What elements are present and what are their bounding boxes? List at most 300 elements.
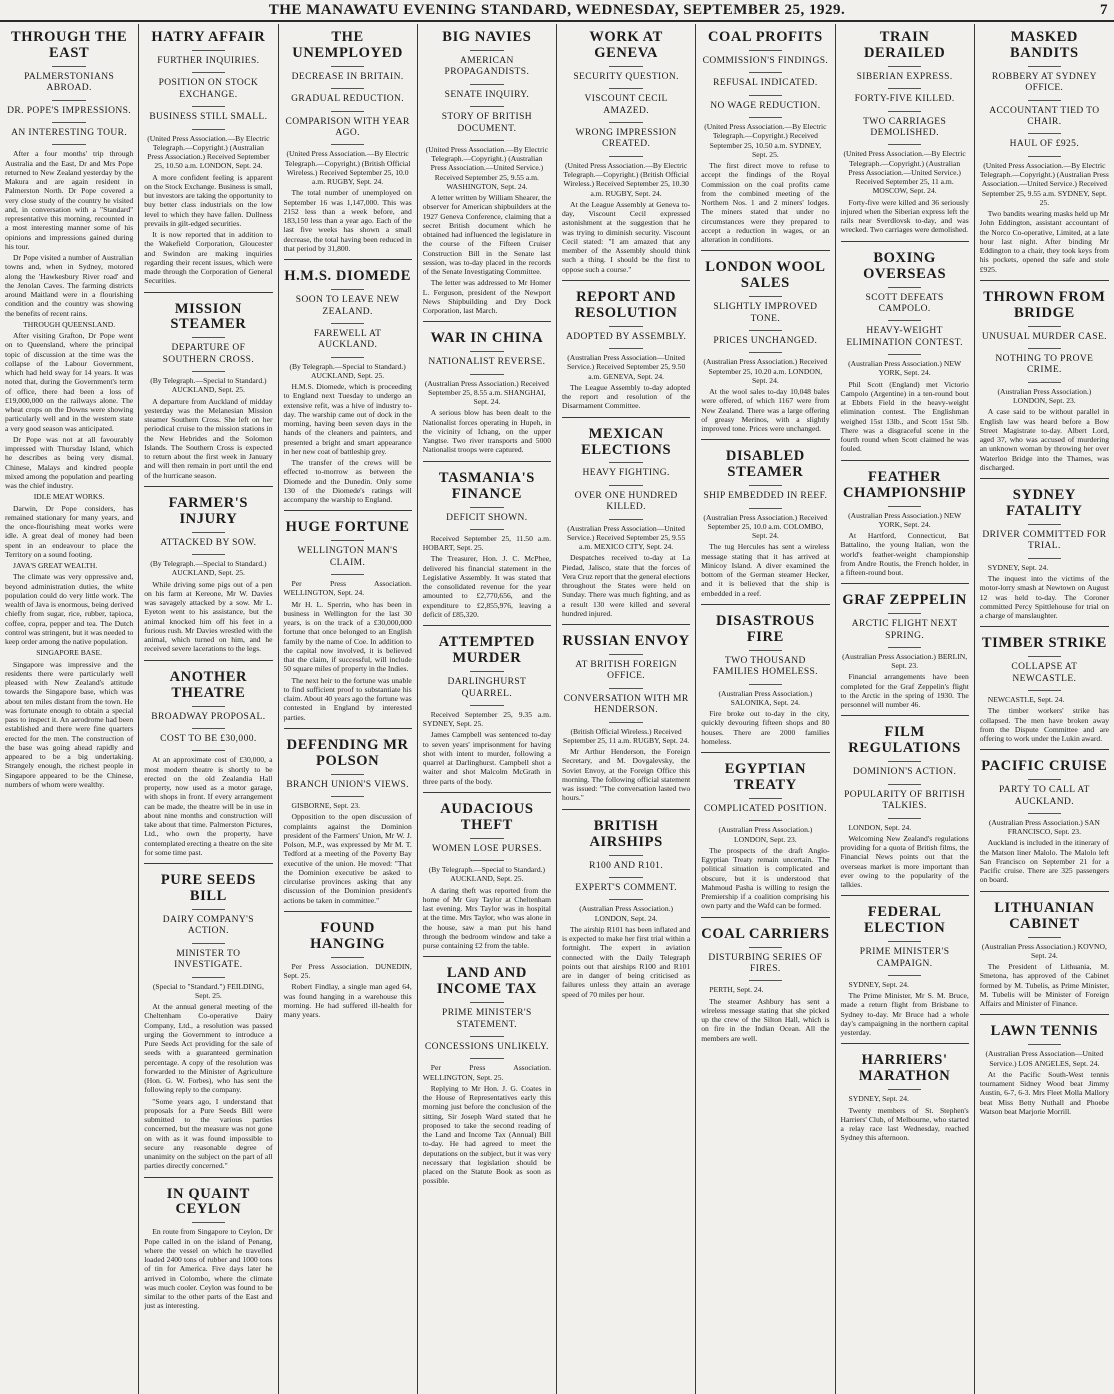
article-paragraph: (Australian Press Association.) Received September 25, 10.20 a.m. LONDON, Sept. 24. — [703, 357, 828, 385]
headline-rule — [1028, 382, 1062, 383]
headline-rule — [888, 818, 921, 819]
article-subheadline: DEFICIT SHOWN. — [446, 512, 528, 523]
headline-rule — [1028, 348, 1062, 349]
article-paragraph: (Australian Press Association.) LONDON, Sept. 24. — [579, 904, 674, 923]
column-8 — [975, 24, 1114, 1394]
headline-rule — [749, 684, 782, 685]
article-paragraph: (Australian Press Association.) KOVNO, Sept. 24. — [981, 941, 1107, 960]
article-paragraph: At the League Assembly at Geneva to-day, Viscount Cecil expressed astonishment at the suggestion that he was trying to diminish security. Viscount Cecil stated: "I am amazed that any member of the Assembly should think such a thing. I should be the first to oppose such a course." — [562, 199, 691, 274]
article-paragraph: Robert Findlay, a single man aged 64, was found hanging in a warehouse this morning. He had suffered ill-health for many years. — [283, 982, 412, 1020]
article-subheadline: DEPARTURE OF SOUTHERN CROSS. — [162, 343, 255, 365]
headline-rule — [888, 66, 921, 67]
article-paragraph: (By Telegraph.—Special to Standard.) AUCKLAND, Sept. 25. — [428, 865, 546, 884]
article-headline: LONDON WOOL SALES — [705, 259, 826, 292]
article-paragraph: Per Press Association. WELLINGTON, Sept. 24. — [283, 579, 412, 598]
column-6 — [696, 24, 835, 1394]
headline-rule — [52, 66, 85, 67]
article-paragraph: (United Press Association.—By Electric Telegraph.—Copyright.) (British Official Wireless.) Received September 25, 10.0 a.m. RUGBY, Sept. 24. — [284, 149, 411, 187]
article-subheadline: PRIME MINISTER'S CAMPAIGN. — [859, 947, 950, 969]
article — [701, 917, 829, 1043]
headline-rule — [1028, 1044, 1062, 1045]
article-subheadline: DISTURBING SERIES OF FIRES. — [708, 952, 823, 974]
article-paragraph: Mr H. L. Sperrin, who has been in business in Wellington for the last 30 years, is on the track of a £30,000,000 fortune that once belonged to an English family by the name of Coe. In addition to the capital now involved, it is believed that the claim, if successful, will include 50 square miles of property in the Indies. — [283, 599, 412, 674]
headline-rule — [749, 50, 782, 51]
article — [980, 280, 1109, 472]
headline-rule — [888, 1089, 921, 1090]
headline-rule — [1028, 779, 1062, 780]
headline-rule — [749, 330, 782, 331]
headline-rule — [609, 688, 642, 689]
article-paragraph: The transfer of the crews will be effected to-morrow as between the Diomede and the Dunedin. Only some 130 of the Diomede's ratings will accompany the warship to England. — [283, 458, 412, 505]
article-headline: BIG NAVIES — [442, 29, 532, 45]
headline-rule — [888, 941, 921, 942]
headline-rule — [609, 877, 642, 878]
article-subheadline: NO WAGE REDUCTION. — [710, 100, 821, 111]
article-paragraph: THROUGH QUEENSLAND. — [23, 319, 116, 329]
headline-rule — [192, 106, 225, 107]
article-subheadline: AT BRITISH FOREIGN OFFICE. — [575, 660, 677, 682]
headline-rule — [331, 88, 364, 89]
article — [562, 809, 690, 999]
headline-rule — [470, 84, 503, 85]
article-paragraph: Forty-five were killed and 36 seriously injured when the Siberian express left the rails near Sverdlovsk to-day, and was wrecked. Two carriages were demolished. — [840, 197, 969, 235]
article-paragraph: (Australian Press Association.) Received September 25, 8.55 a.m. SHANGHAI, Sept. 24. — [424, 378, 549, 407]
headline-rule — [192, 750, 225, 751]
article-headline: ANOTHER THEATRE — [169, 668, 248, 701]
article-paragraph: JAVA'S GREAT WEALTH. — [13, 561, 98, 571]
article-paragraph: (Australian Press Association.) LONDON, Sept. 23. — [997, 386, 1092, 406]
article-paragraph: The total number of unemployed on September 16 was 1,147,000. This was 2152 less than a week before, and 183,150 less than a year ago. Each of the last five weeks has shown a small decrease, the total having been reduced in that period by 31,800. — [283, 188, 412, 253]
headline-rule — [470, 705, 503, 706]
headline-rule — [1028, 100, 1062, 101]
article — [284, 510, 412, 721]
headline-rule — [749, 485, 782, 486]
masthead — [0, 0, 1114, 22]
article-subheadline: AMERICAN PROPAGANDISTS. — [444, 55, 530, 78]
headline-rule — [192, 909, 225, 910]
headline-rule — [1028, 66, 1062, 67]
headline-rule — [609, 899, 642, 900]
headline-rule — [888, 506, 921, 507]
article-subheadline: CONCESSIONS UNLIKELY. — [424, 1042, 549, 1053]
headline-rule — [749, 650, 782, 651]
article-headline: TIMBER STRIKE — [981, 635, 1107, 652]
article-headline: AUDACIOUS THEFT — [440, 800, 534, 833]
headline-rule — [331, 144, 364, 145]
headline-rule — [192, 1222, 225, 1223]
headline-rule — [888, 613, 921, 614]
article-subheadline: PRICES UNCHANGED. — [713, 336, 818, 347]
article — [5, 30, 133, 789]
article — [562, 417, 690, 619]
article-paragraph: PERTH, Sept. 24. — [709, 985, 764, 995]
article-subheadline: DECREASE IN BRITAIN. — [291, 71, 404, 82]
article-subheadline: HAUL OF £925. — [1009, 139, 1080, 150]
article-subheadline: SOON TO LEAVE NEW ZEALAND. — [295, 295, 400, 317]
article — [423, 321, 551, 454]
headline-rule — [888, 647, 921, 648]
article-paragraph: (By Telegraph.—Special to Standard.) AUCKLAND, Sept. 25. — [289, 361, 406, 380]
headline-rule — [1028, 133, 1062, 134]
article-paragraph: At an approximate cost of £30,000, a most modern theatre is shortly to be erected on the old Zealandia Hall property, now used as a motor garage, with shops in front. If every arrangement can be made, the theatre will be in use in about nine months and construction will take about that time. Palmerston Pictures, Ltd., who own the property, have contemplated erecting a theatre on the site for some time past. — [144, 755, 273, 857]
headline-rule — [331, 774, 364, 775]
article — [562, 624, 690, 803]
article-paragraph: The climate was very oppressive and, beyond administration duties, the white population could do very little work. The wealth of Java is enormous, being derived chiefly from sugar, rice, rubber, tapioca, coffee, copra, pepper and tea. The Dutch control was stringent, but it was needed to keep order among the native population. — [5, 572, 134, 647]
headline-rule — [192, 728, 225, 729]
article-headline: RUSSIAN ENVOY — [562, 633, 690, 650]
article-headline: DISABLED STEAMER — [725, 448, 805, 481]
headline-rule — [192, 371, 225, 372]
article-paragraph: The President of Lithuania, M. Smetona, has approved of the Cabinet formed by M. Tubelis, as Prime Minister, M. Tubelis will be Minister of Foreign Affairs and Minister of Finance. — [979, 962, 1109, 1009]
article — [841, 460, 969, 578]
headline-rule — [888, 144, 921, 145]
headline-rule — [609, 462, 642, 463]
headline-rule — [331, 796, 364, 797]
article-paragraph: (United Press Association.—By Electric Telegraph.—Copyright.) (Australian Press Association.—United Service.) Received September 25, 11 a.m. MOSCOW, Sept. 24. — [843, 149, 966, 196]
article-subheadline: COMMISSION'S FINDINGS. — [702, 55, 829, 66]
article-paragraph: A departure from Auckland of midday yesterday was the Melanesian Mission steamer Southern Cross. She left on her periodical cruise to the mission stations in the New Hebrides and the Solomon Islands. The Southern Cross is expected to return about the first week in January and will then remain in port until the end of the hurricane season. — [144, 396, 273, 480]
article-subheadline: SIBERIAN EXPRESS. — [856, 71, 953, 82]
headline-rule — [1028, 937, 1062, 938]
article-subheadline: ACCOUNTANT TIED TO CHAIR. — [989, 105, 1100, 128]
article — [841, 895, 969, 1037]
headline-rule — [888, 761, 921, 762]
article-paragraph: Per Press Association. WELLINGTON, Sept. 25. — [422, 1063, 551, 1082]
article-paragraph: Singapore was impressive and the residents there were particularly well pleased with New Zealand's attitude towards the Singapore base, which was about ten miles distant from the town. He was fortunate enough to obtain a special pass to inspect it. An aerodrome had been established and there were fine quarters erected for the men. The construction of the base was going ahead rapidly and appeared to be a big undertaking. Strangely enough, the richest people in Singapore appeared to be the Chinese, numbers of whom were wealthy. — [5, 659, 134, 789]
article-paragraph: GISBORNE, Sept. 23. — [291, 801, 361, 811]
headline-rule — [1028, 656, 1062, 657]
article-subheadline: SCOTT DEFEATS CAMPOLO. — [865, 292, 944, 314]
article-paragraph: IDLE MEAT WORKS. — [33, 492, 105, 502]
article-paragraph: (Australian Press Association—United Service.) Received September 25, 9.50 a.m. GENEVA, Sept. 24. — [566, 353, 686, 381]
article-paragraph: The Prime Minister, Mr S. M. Bruce, made a return flight from Brisbane to Sydney to-day. Mr Bruce had a whole day's campaigning in the northern capital yesterday. — [840, 991, 969, 1038]
headline-rule — [470, 860, 503, 861]
article-headline: GRAF ZEPPELIN — [842, 592, 967, 609]
article-paragraph: (Australian Press Association.) SALONIKA, Sept. 24. — [718, 688, 813, 707]
article-headline: FARMER'S INJURY — [168, 494, 249, 527]
article-headline: HATRY AFFAIR — [151, 29, 266, 45]
headline-rule — [470, 1036, 503, 1037]
headline-rule — [888, 354, 921, 355]
article-subheadline: FURTHER INQUIRIES. — [157, 55, 260, 66]
article-headline: THROUGH THE EAST — [10, 29, 128, 61]
headline-rule — [1028, 813, 1062, 814]
article-subheadline: WRONG IMPRESSION CREATED. — [575, 128, 677, 150]
article-paragraph: SYDNEY, Sept. 24. — [987, 562, 1049, 572]
headline-rule — [609, 122, 642, 123]
article-subheadline: FORTY-FIVE KILLED. — [854, 94, 955, 105]
article-subheadline: MINISTER TO INVESTIGATE. — [174, 948, 243, 971]
headline-rule — [609, 66, 642, 67]
headline-rule — [888, 88, 921, 89]
article — [284, 259, 412, 504]
article — [980, 891, 1109, 1009]
article-paragraph: (United Press Association.—By Electric Telegraph.—Copyright.) (Australian Press Association.) Received September 25, 10.50 a.m. LONDON, Sept. 24. — [147, 133, 270, 171]
article-subheadline: SECURITY QUESTION. — [573, 71, 679, 82]
article-subheadline: WOMEN LOSE PURSES. — [431, 843, 542, 854]
article-subheadline: DR. POPE'S IMPRESSIONS. — [7, 105, 132, 116]
headline-rule — [470, 106, 503, 107]
article-paragraph: At Hartford, Connecticut, Bat Battalino, the young Italian, won the world's feather-weight championship from Andre Routis, the French holder, in a fifteen-round bout. — [840, 531, 969, 577]
article-paragraph: (United Press Association.—By Electric Telegraph.—Copyright.) (Australian Press Association.—United Service.) Received September 25, 9.55 a.m. WASHINGTON, Sept. 24. — [425, 144, 549, 191]
article-headline: PACIFIC CRUISE — [981, 758, 1108, 775]
article-headline: COAL CARRIERS — [701, 925, 830, 942]
article-headline: MASKED BANDITS — [1010, 29, 1079, 61]
article — [144, 863, 272, 1170]
article-headline: TASMANIA'S FINANCE — [438, 469, 535, 502]
headline-rule — [888, 320, 921, 321]
headline-rule — [470, 351, 503, 352]
article-paragraph: At the Pacific South-West tennis tournament Sidney Wood beat Jimmy Austin, 6-7, 6-3. Mrs Fleet Molla Mallory beat Miss Betty Nuthall and Phoebe Watson beat Marjorie Morrill. — [979, 1069, 1109, 1116]
article-subheadline: COMPARISON WITH YEAR AGO. — [285, 116, 410, 139]
article-paragraph: (Australian Press Association.) Received September 25, 10.0 a.m. COLOMBO, Sept. 24. — [703, 512, 828, 541]
article-subheadline: CONVERSATION WITH MR HENDERSON. — [563, 693, 689, 716]
article-subheadline: POPULARITY OF BRITISH TALKIES. — [844, 789, 966, 812]
article-paragraph: Dr Pope was not at all favourably impressed with Thursday Island, which he describes as being very dismal. Chinese, Malays and kindred people mixed among the population and pearling was the chief industry. — [5, 434, 134, 491]
column-3 — [279, 24, 418, 1394]
article-subheadline: DOMINION'S ACTION. — [852, 767, 957, 778]
article — [144, 30, 272, 286]
article — [284, 911, 412, 1019]
article-subheadline: ADOPTED BY ASSEMBLY. — [565, 331, 687, 342]
article — [980, 626, 1109, 743]
headline-rule — [331, 574, 364, 575]
article-paragraph: Two bandits wearing masks held up Mr John Eddington, assistant accountant of the Norco Co-operative, Limited, at a late hour last night. After binding Mr Eddington to a chair, they took keys from his pockets, opened the safe and stole £925. — [979, 209, 1109, 274]
headline-rule — [609, 156, 642, 157]
headline-rule — [331, 66, 364, 67]
headline-rule — [749, 352, 782, 353]
article-subheadline: PALMERSTONIANS ABROAD. — [24, 71, 115, 94]
article-subheadline: COMPLICATED POSITION. — [703, 803, 827, 814]
headline-rule — [609, 326, 642, 327]
article-paragraph: While driving some pigs out of a pen on his farm at Kereone, Mr W. Davies was savagely attacked by a sow. Mr L. Eyeton went to his assistance, but the animal knocked him off his feet in a furious rush. Mr Davies wrestled with the animal, which turned on him, and he received severe lacerations to the legs. — [144, 579, 273, 654]
headline-rule — [470, 838, 503, 839]
article-paragraph: Darwin, Dr Pope considers, has remained stationary for many years, and the once-flourishing meat works were idle. A great deal of money had been spent in an endeavour to place the Territory on a sound footing. — [5, 503, 134, 559]
article-paragraph: Despatches received to-day at La Piedad, Jalisco, state that the forces of Vera Cruz report that the general elections throughout the States were held on Sunday. There was much fighting, and as a result 130 were killed and several hundred injured. — [562, 553, 691, 618]
article-headline: WAR IN CHINA — [430, 330, 544, 347]
headline-rule — [192, 554, 225, 555]
article-paragraph: "Some years ago, I understand that proposals for a Pure Seeds Bill were submitted to the various parties concerned, but the measure was not gone on with as it was found impossible to secure any reasonable degree of unanimity on the subject on the part of all parties directly concerned." — [144, 1096, 273, 1171]
article-headline: PURE SEEDS BILL — [160, 872, 256, 905]
article-paragraph: It is now reported that in addition to the Wakefield Corporation, Gloucester and Swindon are making inquiries regarding their recent issues, which were made through the Corporation of General Securities. — [144, 230, 273, 286]
article — [980, 1014, 1109, 1116]
headline-rule — [470, 507, 503, 508]
headline-rule — [609, 722, 642, 723]
headline-rule — [1028, 524, 1062, 525]
article-paragraph: Phil Scott (England) met Victorio Campolo (Argentine) in a ten-round bout at Ebbets Field in the heavy-weight elimination contest. The Englishman weighed 15st 13lb., and Scott 15st 5lb. There was a disgraceful scene in the fourth round when Scott claimed he was fouled. — [840, 379, 969, 454]
article-subheadline: UNUSUAL MURDER CASE. — [981, 331, 1107, 342]
article — [144, 486, 272, 654]
masthead-title: THE MANAWATU EVENING STANDARD, WEDNESDAY, SEPTEMBER 25, 1929. — [268, 1, 846, 18]
article-paragraph: The Treasurer, Hon. J. C. McPhee, delivered his financial statement in the Legislative Assembly. It was stated that the consolidated revenue for the year amounted to £2,770,656, and the expenditure to £2,855,976, leaving a deficit of £85,320. — [422, 554, 551, 619]
headline-rule — [331, 540, 364, 541]
headline-rule — [192, 532, 225, 533]
headline-rule — [52, 100, 85, 101]
column-7 — [836, 24, 975, 1394]
headline-rule — [192, 337, 225, 338]
article-paragraph: H.M.S. Diomede, which is proceeding to England next Tuesday to undergo an extensive refit, was a hive of industry to-day. The warship came out of dock in the morning, having been seven days in the hands of the cleaners and painters, and presented a bright and smart appearance in her new coat of battleship grey. — [283, 382, 412, 456]
article-paragraph: The letter was addressed to Mr Homer L. Ferguson, president of the Newport News Shipbuilding and Dry Dock Corporation, last March. — [422, 278, 551, 316]
article-paragraph: NEWCASTLE, Sept. 24. — [987, 695, 1065, 704]
headline-rule — [470, 1002, 503, 1003]
headline-rule — [192, 706, 225, 707]
article-subheadline: BRANCH UNION'S VIEWS. — [286, 779, 409, 790]
article-paragraph: The timber workers' strike has collapsed. The men have broken away from the Dispute Committee and are offering to work under the Lukin award. — [979, 706, 1109, 743]
article-subheadline: HEAVY-WEIGHT ELIMINATION CONTEST. — [846, 326, 963, 348]
article-subheadline: DRIVER COMMITTED FOR TRIAL. — [982, 530, 1107, 552]
article-subheadline: BUSINESS STILL SMALL. — [149, 112, 268, 123]
article-headline: FEDERAL ELECTION — [863, 904, 946, 937]
article — [562, 280, 690, 411]
article-paragraph: En route from Singapore to Ceylon, Dr Pope called in on the island of Penang, where the vessel on which he travelled loaded 2400 tons of rubber and 1000 tons of tin for America. Five days later he arrived in Colombo, where the climate was much cooler. Ceylon was found to be similar to the other parts of the East and just as interesting. — [144, 1227, 273, 1311]
article-headline: HARRIERS' MARATHON — [858, 1052, 951, 1085]
headline-rule — [609, 519, 642, 520]
article — [841, 241, 969, 454]
article-paragraph: (By Telegraph.—Special to Standard.) AUCKLAND, Sept. 25. — [150, 559, 267, 578]
headline-rule — [470, 140, 503, 141]
article-paragraph: The League Assembly to-day adopted the report and resolution of the Disarmament Committee. — [562, 382, 691, 411]
article — [144, 660, 272, 857]
article-subheadline: COST TO BE £30,000. — [160, 733, 257, 744]
article-headline: FILM REGULATIONS — [848, 724, 961, 757]
article-subheadline: SHIP EMBEDDED IN REEF. — [703, 491, 828, 502]
article-subheadline: VISCOUNT CECIL AMAZED. — [584, 94, 668, 116]
headline-rule — [331, 323, 364, 324]
column-4 — [418, 24, 557, 1394]
article-paragraph: (Australian Press Association.) SAN FRANCISCO, Sept. 23. — [988, 817, 1100, 837]
article — [980, 749, 1109, 884]
article-paragraph: (British Official Wireless.) Received September 25, 11 a.m. RUGBY, Sept. 24. — [563, 726, 690, 745]
article-headline: ATTEMPTED MURDER — [438, 634, 535, 667]
article-headline: IN QUAINT CEYLON — [166, 1185, 250, 1218]
headline-rule — [609, 88, 642, 89]
article — [701, 752, 829, 911]
article-paragraph: (Special to "Standard.") FEILDING, Sept. 25. — [152, 981, 264, 1000]
headline-rule — [192, 977, 225, 978]
headline-rule — [888, 287, 921, 288]
article-subheadline: ROBBERY AT SYDNEY OFFICE. — [991, 71, 1097, 94]
article-headline: MEXICAN ELECTIONS — [581, 425, 672, 458]
article-paragraph: The airship R101 has been inflated and is expected to make her first trial within a fortnight. The expert in aviation connected with the Daily Telegraph points out that airships R100 and R101 are in danger of being criticised as failures unless they attain an average speed of 70 miles per hour. — [562, 924, 691, 999]
headline-rule — [749, 798, 782, 799]
article-subheadline: SENATE INQUIRY. — [444, 89, 530, 100]
article-headline: LAND AND INCOME TAX — [436, 965, 537, 998]
headline-rule — [331, 111, 364, 112]
article — [701, 439, 829, 598]
article-headline: WORK AT GENEVA — [589, 29, 663, 61]
headline-rule — [470, 1058, 503, 1059]
headline-rule — [331, 957, 364, 958]
article-paragraph: A more confident feeling is apparent on the Stock Exchange. Business is small, but investors are taking the opportunity to buy better class industrials on the low level to which they have fallen. Dullness prevails in gilt-edged securities. — [144, 172, 273, 228]
article — [423, 956, 551, 1185]
article — [423, 625, 551, 786]
article — [423, 792, 551, 951]
article-paragraph: SYDNEY, Sept. 24. — [848, 979, 909, 989]
page-number: 7 — [1100, 1, 1108, 18]
headline-rule — [749, 117, 782, 118]
article-paragraph: The steamer Ashbury has sent a wireless message stating that she picked up the crew of the Silton Hall, which is on fire in the Indian Ocean. All the members are well. — [701, 996, 830, 1043]
article-subheadline: TWO CARRIAGES DEMOLISHED. — [863, 116, 947, 139]
headline-rule — [192, 50, 225, 51]
article — [980, 478, 1109, 620]
article-subheadline: REFUSAL INDICATED. — [713, 78, 818, 89]
article-subheadline: TWO THOUSAND FAMILIES HOMELESS. — [712, 655, 818, 678]
article-subheadline: OVER ONE HUNDRED KILLED. — [574, 490, 678, 513]
article-headline: MISSION STEAMER — [170, 300, 247, 333]
article-subheadline: AN INTERESTING TOUR. — [11, 128, 128, 139]
headline-rule — [470, 529, 503, 530]
article-paragraph: A serious blow has been dealt to the Nationalist forces operating in Hupeh, in the vicinity of Ichang, on the upper Yangtse. Two river transports and 5000 Nationalist troops were captured. — [422, 408, 551, 455]
article-paragraph: Replying to Mr Hon. J. G. Coates in the House of Representatives early this morning just before the conclusion of the sitting, Sir Joseph Ward stated that he proposed to take the second reading of the Land and Income Tax (Annual) Bill to-day. He had agreed to meet the deputations on the subject, but it was very necessary that legislation should be placed on the Statute Book as soon as possible. — [422, 1083, 551, 1186]
article-subheadline: HEAVY FIGHTING. — [582, 468, 670, 479]
article-headline: FOUND HANGING — [310, 919, 386, 952]
headline-rule — [1028, 558, 1062, 559]
article-paragraph: After a four months' trip through Australia and the East, Dr and Mrs Pope returned to New Zealand yesterday by the Makura and are again resident in Palmerston North. Dr Pope covered a very close study of the country he visited and, in conversation with a "Standard" representative this morning, recounted in a most interesting manner some of his opinions and impressions gained during his tour. — [5, 149, 134, 251]
article-paragraph: After visiting Grafton, Dr Pope went on to Queensland, where the principal topic of discussion at the time was the collapse of the Labour Government, which had held sway for 14 years. It was noted that, during the Government's term of office, there had been a loss of £19,000,000 on the railways alone. The wheat crops on the Downs were showing particularly well and in the western state a very good season was anticipated. — [5, 331, 134, 433]
headline-rule — [192, 72, 225, 73]
article — [980, 30, 1109, 274]
headline-rule — [749, 95, 782, 96]
headline-rule — [749, 820, 782, 821]
article-paragraph: The first direct move to refuse to accept the findings of the Royal Commission on the coal profits came from the combined meeting of the Northern Nos. 1 and 2 miners' lodges. The miners stated that under no circumstances were they prepared to accept a reduction in wages, or an alteration in conditions. — [701, 161, 830, 245]
article — [841, 1043, 969, 1142]
article — [562, 30, 690, 274]
article-paragraph: Per Press Association. DUNEDIN, Sept. 25. — [283, 961, 412, 981]
article-paragraph: Opposition to the open discussion of complaints against the Dominion president of the Farmers' Union, Mr W. J. Polson, M.P., was expressed by Mr M. T. Tedford at a meeting of the Poverty Bay executive of the union. He moved: "That the Dominion executive be asked to circularise provinces asking that any discussion of the Dominion president's actions be taken in committee." — [283, 812, 412, 905]
article-headline: EGYPTIAN TREATY — [724, 761, 807, 794]
article-paragraph: SINGAPORE BASE. — [36, 648, 103, 658]
headline-rule — [609, 485, 642, 486]
article-subheadline: NATIONALIST REVERSE. — [428, 357, 546, 368]
headline-rule — [1028, 690, 1062, 691]
headline-rule — [888, 975, 921, 976]
article-paragraph: (Australian Press Association.) NEW YORK, Sept. 24. — [848, 359, 962, 378]
article-headline: LITHUANIAN CABINET — [994, 899, 1095, 932]
headline-rule — [192, 129, 225, 130]
article-paragraph: The tug Hercules has sent a wireless message stating that it has arrived at Minicoy Island. A diver examined the bottom of the German steamer Hecker, and it is believed that the ship is embedded in a reef. — [701, 542, 830, 598]
article-subheadline: WELLINGTON MAN'S CLAIM. — [297, 546, 398, 568]
article-paragraph: (Australian Press Association.) NEW YORK, Sept. 24. — [848, 510, 962, 529]
article-headline: REPORT AND RESOLUTION — [574, 288, 678, 321]
article-headline: COAL PROFITS — [707, 29, 823, 45]
headline-rule — [52, 122, 85, 123]
article-paragraph: Received September 25, 9.35 a.m. SYDNEY, Sept. 25. — [422, 709, 551, 729]
article-subheadline: ATTACKED BY SOW. — [160, 537, 257, 548]
article-paragraph: (Australian Press Association.) LONDON, Sept. 23. — [718, 825, 813, 844]
article-headline: THE UNEMPLOYED — [292, 29, 403, 61]
article-headline: TRAIN DERAILED — [863, 29, 946, 61]
article-paragraph: (Australian Press Association—United Service.) Received September 25, 9.55 a.m. MEXICO CITY, Sept. 24. — [566, 523, 686, 552]
headline-rule — [749, 72, 782, 73]
headline-rule — [470, 50, 503, 51]
article — [701, 250, 829, 433]
article-headline: DISASTROUS FIRE — [716, 612, 815, 645]
article-subheadline: R100 AND R101. — [589, 860, 664, 871]
article-paragraph: Mr Arthur Henderson, the Foreign Secretary, and M. Dovgalevsky, the Soviet Envoy, at the Foreign Office this morning. The following official statement was issued: "The conversation lasted two hours." — [562, 747, 691, 803]
headline-rule — [470, 671, 503, 672]
column-1 — [0, 24, 139, 1394]
article-headline: HUGE FORTUNE — [285, 519, 410, 536]
headline-rule — [609, 348, 642, 349]
article-paragraph: The next heir to the fortune was unable to find sufficient proof to substantiate his claim. About 40 years ago the fortune was contested in England by interested parties. — [283, 675, 412, 722]
columns-grid — [0, 24, 1114, 1394]
article-headline: DEFENDING MR POLSON — [286, 736, 409, 769]
headline-rule — [609, 855, 642, 856]
headline-rule — [331, 357, 364, 358]
headline-rule — [888, 784, 921, 785]
article-paragraph: (United Press Association.—By Electric Telegraph.—Copyright.) (British Official Wireless.) Received September 25, 10.30 a.m. RUGBY, Sept. 24. — [563, 160, 689, 198]
headline-rule — [888, 111, 921, 112]
